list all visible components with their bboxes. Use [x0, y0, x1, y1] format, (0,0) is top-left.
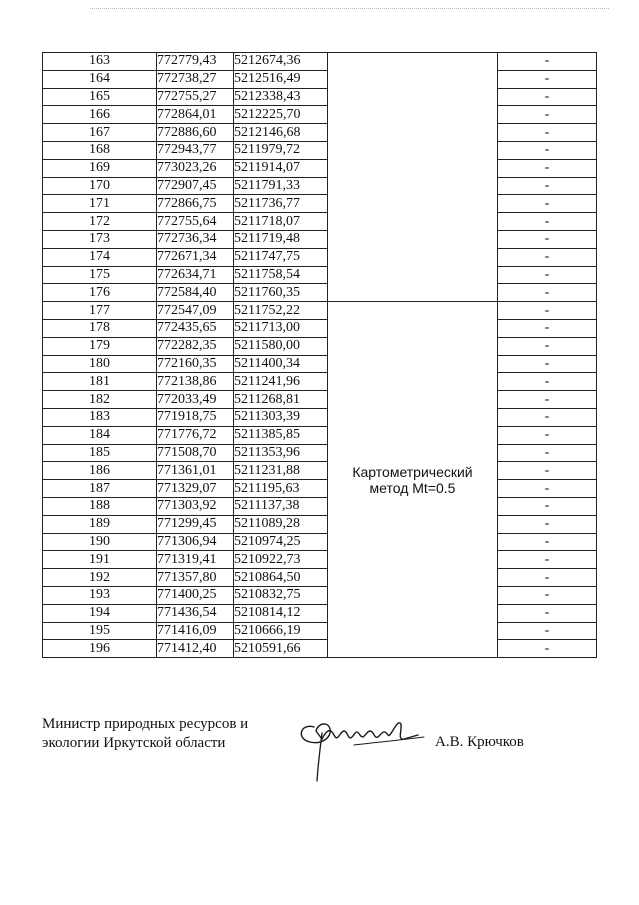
table-row — [43, 373, 597, 391]
x-coordinate-cell: 773023,26 — [157, 159, 234, 177]
note-cell: - — [498, 319, 597, 337]
y-coordinate-cell: 5211400,34 — [234, 355, 328, 373]
table-row — [43, 444, 597, 462]
point-number-cell: 190 — [43, 533, 157, 551]
table-row — [43, 408, 597, 426]
x-coordinate-cell: 771303,92 — [157, 497, 234, 515]
note-cell: - — [498, 213, 597, 231]
note-cell: - — [498, 284, 597, 302]
point-number-cell: 181 — [43, 373, 157, 391]
y-coordinate-cell: 5212225,70 — [234, 106, 328, 124]
note-cell: - — [498, 533, 597, 551]
signatory-title — [42, 715, 248, 753]
point-number-cell: 185 — [43, 444, 157, 462]
point-number-cell: 188 — [43, 497, 157, 515]
table-row — [43, 551, 597, 569]
x-coordinate-cell: 772138,86 — [157, 373, 234, 391]
table-row — [43, 515, 597, 533]
note-cell: - — [498, 604, 597, 622]
point-number-cell: 173 — [43, 230, 157, 248]
y-coordinate-cell: 5212516,49 — [234, 70, 328, 88]
y-coordinate-cell: 5210832,75 — [234, 586, 328, 604]
y-coordinate-cell: 5210591,66 — [234, 640, 328, 658]
x-coordinate-cell: 772435,65 — [157, 319, 234, 337]
y-coordinate-cell: 5211580,00 — [234, 337, 328, 355]
y-coordinate-cell: 5211979,72 — [234, 141, 328, 159]
table-row — [43, 480, 597, 498]
note-cell: - — [498, 302, 597, 320]
table-row — [43, 284, 597, 302]
x-coordinate-cell: 772866,75 — [157, 195, 234, 213]
point-number-cell: 177 — [43, 302, 157, 320]
table-row — [43, 319, 597, 337]
y-coordinate-cell: 5211719,48 — [234, 230, 328, 248]
y-coordinate-cell: 5211760,35 — [234, 284, 328, 302]
note-cell: - — [498, 391, 597, 409]
table-row — [43, 195, 597, 213]
x-coordinate-cell: 771776,72 — [157, 426, 234, 444]
x-coordinate-cell: 772755,64 — [157, 213, 234, 231]
table-row — [43, 533, 597, 551]
point-number-cell: 165 — [43, 88, 157, 106]
point-number-cell: 174 — [43, 248, 157, 266]
y-coordinate-cell: 5210922,73 — [234, 551, 328, 569]
point-number-cell: 196 — [43, 640, 157, 658]
note-cell: - — [498, 408, 597, 426]
x-coordinate-cell: 771918,75 — [157, 408, 234, 426]
x-coordinate-cell: 772907,45 — [157, 177, 234, 195]
point-number-cell: 189 — [43, 515, 157, 533]
point-number-cell: 187 — [43, 480, 157, 498]
y-coordinate-cell: 5211791,33 — [234, 177, 328, 195]
y-coordinate-cell: 5210666,19 — [234, 622, 328, 640]
table-row — [43, 141, 597, 159]
note-cell: - — [498, 373, 597, 391]
point-number-cell: 167 — [43, 124, 157, 142]
table-row — [43, 462, 597, 480]
y-coordinate-cell: 5211241,96 — [234, 373, 328, 391]
x-coordinate-cell: 772886,60 — [157, 124, 234, 142]
table-row — [43, 213, 597, 231]
note-cell: - — [498, 248, 597, 266]
x-coordinate-cell: 772634,71 — [157, 266, 234, 284]
x-coordinate-cell: 772584,40 — [157, 284, 234, 302]
table-row — [43, 88, 597, 106]
x-coordinate-cell: 772736,34 — [157, 230, 234, 248]
y-coordinate-cell: 5210864,50 — [234, 569, 328, 587]
note-cell: - — [498, 106, 597, 124]
y-coordinate-cell: 5211752,22 — [234, 302, 328, 320]
table-row — [43, 53, 597, 71]
x-coordinate-cell: 772282,35 — [157, 337, 234, 355]
y-coordinate-cell: 5211089,28 — [234, 515, 328, 533]
note-cell: - — [498, 444, 597, 462]
point-number-cell: 193 — [43, 586, 157, 604]
point-number-cell: 172 — [43, 213, 157, 231]
note-cell: - — [498, 159, 597, 177]
point-number-cell: 176 — [43, 284, 157, 302]
note-cell: - — [498, 266, 597, 284]
table-row — [43, 266, 597, 284]
signatory-title-line-1: Министр природных ресурсов и — [42, 716, 249, 732]
x-coordinate-cell: 772779,43 — [157, 53, 234, 71]
point-number-cell: 175 — [43, 266, 157, 284]
point-number-cell: 180 — [43, 355, 157, 373]
y-coordinate-cell: 5211137,38 — [234, 497, 328, 515]
y-coordinate-cell: 5211385,85 — [234, 426, 328, 444]
point-number-cell: 171 — [43, 195, 157, 213]
y-coordinate-cell: 5211713,00 — [234, 319, 328, 337]
table-row — [43, 248, 597, 266]
table-row — [43, 106, 597, 124]
x-coordinate-cell: 771400,25 — [157, 586, 234, 604]
point-number-cell: 195 — [43, 622, 157, 640]
point-number-cell: 191 — [43, 551, 157, 569]
point-number-cell: 194 — [43, 604, 157, 622]
signatory-name: А.В. Крючков — [435, 734, 524, 750]
note-cell: - — [498, 622, 597, 640]
note-cell: - — [498, 586, 597, 604]
table-row — [43, 391, 597, 409]
x-coordinate-cell: 772160,35 — [157, 355, 234, 373]
y-coordinate-cell: 5212338,43 — [234, 88, 328, 106]
x-coordinate-cell: 771319,41 — [157, 551, 234, 569]
note-cell: - — [498, 462, 597, 480]
note-cell: - — [498, 177, 597, 195]
point-number-cell: 192 — [43, 569, 157, 587]
point-number-cell: 170 — [43, 177, 157, 195]
x-coordinate-cell: 771299,45 — [157, 515, 234, 533]
note-cell: - — [498, 355, 597, 373]
note-cell: - — [498, 124, 597, 142]
y-coordinate-cell: 5212674,36 — [234, 53, 328, 71]
y-coordinate-cell: 5212146,68 — [234, 124, 328, 142]
y-coordinate-cell: 5211736,77 — [234, 195, 328, 213]
signature-block — [42, 715, 596, 775]
point-number-cell: 179 — [43, 337, 157, 355]
table-row — [43, 586, 597, 604]
note-cell: - — [498, 195, 597, 213]
y-coordinate-cell: 5211914,07 — [234, 159, 328, 177]
note-cell: - — [498, 515, 597, 533]
note-cell: - — [498, 337, 597, 355]
x-coordinate-cell: 772864,01 — [157, 106, 234, 124]
table-row — [43, 302, 597, 320]
note-cell: - — [498, 640, 597, 658]
point-number-cell: 163 — [43, 53, 157, 71]
note-cell: - — [498, 497, 597, 515]
x-coordinate-cell: 772671,34 — [157, 248, 234, 266]
y-coordinate-cell: 5211303,39 — [234, 408, 328, 426]
point-number-cell: 178 — [43, 319, 157, 337]
x-coordinate-cell: 772738,27 — [157, 70, 234, 88]
point-number-cell: 182 — [43, 391, 157, 409]
x-coordinate-cell: 771357,80 — [157, 569, 234, 587]
handwritten-signature — [292, 709, 442, 789]
note-cell: - — [498, 230, 597, 248]
table-row — [43, 640, 597, 658]
point-number-cell: 166 — [43, 106, 157, 124]
method-line-2: метод Mt=0.5 — [369, 479, 456, 496]
note-cell: - — [498, 141, 597, 159]
y-coordinate-cell: 5210974,25 — [234, 533, 328, 551]
y-coordinate-cell: 5211747,75 — [234, 248, 328, 266]
scan-edge-line — [90, 8, 609, 9]
note-cell: - — [498, 569, 597, 587]
x-coordinate-cell: 772755,27 — [157, 88, 234, 106]
x-coordinate-cell: 771306,94 — [157, 533, 234, 551]
method-line-1: Картометрический — [352, 463, 473, 480]
method-cell — [328, 302, 498, 658]
table-row — [43, 622, 597, 640]
x-coordinate-cell: 771436,54 — [157, 604, 234, 622]
y-coordinate-cell: 5211718,07 — [234, 213, 328, 231]
note-cell: - — [498, 426, 597, 444]
table-row — [43, 569, 597, 587]
note-cell: - — [498, 551, 597, 569]
note-cell: - — [498, 53, 597, 71]
x-coordinate-cell: 771508,70 — [157, 444, 234, 462]
y-coordinate-cell: 5211758,54 — [234, 266, 328, 284]
x-coordinate-cell: 771361,01 — [157, 462, 234, 480]
point-number-cell: 164 — [43, 70, 157, 88]
note-cell: - — [498, 70, 597, 88]
x-coordinate-cell: 772547,09 — [157, 302, 234, 320]
note-cell: - — [498, 480, 597, 498]
table-row — [43, 70, 597, 88]
signatory-title-line-2: экологии Иркутской области — [42, 735, 226, 751]
point-number-cell: 186 — [43, 462, 157, 480]
table-row — [43, 177, 597, 195]
x-coordinate-cell: 771416,09 — [157, 622, 234, 640]
y-coordinate-cell: 5211231,88 — [234, 462, 328, 480]
table-row — [43, 124, 597, 142]
table-row — [43, 337, 597, 355]
x-coordinate-cell: 771412,40 — [157, 640, 234, 658]
y-coordinate-cell: 5211353,96 — [234, 444, 328, 462]
method-cell-empty — [328, 53, 498, 302]
table-row — [43, 604, 597, 622]
y-coordinate-cell: 5210814,12 — [234, 604, 328, 622]
coordinates-table — [42, 52, 597, 658]
point-number-cell: 168 — [43, 141, 157, 159]
coordinates-table-body — [43, 53, 597, 658]
table-row — [43, 230, 597, 248]
point-number-cell: 169 — [43, 159, 157, 177]
y-coordinate-cell: 5211268,81 — [234, 391, 328, 409]
point-number-cell: 184 — [43, 426, 157, 444]
table-row — [43, 497, 597, 515]
y-coordinate-cell: 5211195,63 — [234, 480, 328, 498]
table-row — [43, 159, 597, 177]
note-cell: - — [498, 88, 597, 106]
table-row — [43, 355, 597, 373]
table-row — [43, 426, 597, 444]
x-coordinate-cell: 772943,77 — [157, 141, 234, 159]
x-coordinate-cell: 771329,07 — [157, 480, 234, 498]
point-number-cell: 183 — [43, 408, 157, 426]
x-coordinate-cell: 772033,49 — [157, 391, 234, 409]
